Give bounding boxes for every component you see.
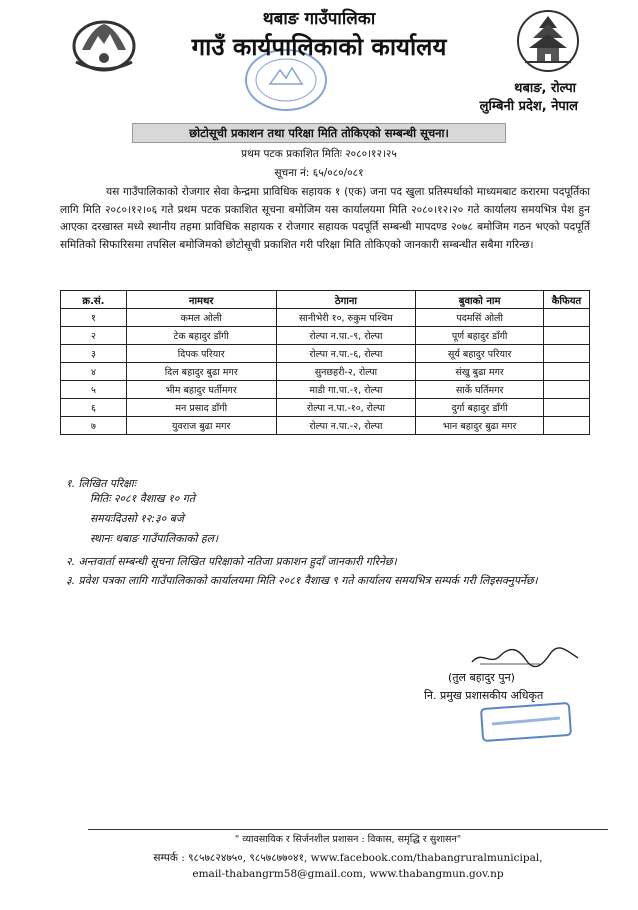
cell-name: मन प्रसाद डाँगी <box>126 399 276 417</box>
cell-address: माडी गा.पा.-१, रोल्पा <box>276 381 416 399</box>
address-province: लुम्बिनी प्रदेश, नेपाल <box>479 99 578 114</box>
cell-serial: ६ <box>61 399 127 417</box>
footer-slogan: " व्यावसायिक र सिर्जनशील प्रशासन : विकास, समृद्धि र सुशासन" <box>234 834 462 845</box>
table-row <box>61 309 590 327</box>
first-publication-date: प्रथम पटक प्रकाशित मितिः २०८०।१२।२५ <box>241 148 397 160</box>
org-name-line1: थबाङ गाउँपालिका <box>262 9 376 29</box>
cell-name: दिपक परियार <box>126 345 276 363</box>
cell-serial: ५ <box>61 381 127 399</box>
cell-remarks <box>544 417 590 435</box>
cell-address: रोल्पा न.पा.-६, रोल्पा <box>276 345 416 363</box>
signer-title: नि. प्रमुख प्रशासकीय अधिकृत <box>424 689 544 702</box>
notice-body: यस गाउँपालिकाको रोजगार सेवा केन्द्रमा प्राविधिक सहायक १ (एक) जना पद खुला प्रतिस्पर्धाको माध्यमबाट करारमा पदपूर्तिका लागि मिति २०८०।१२।०६ गते प्रथम पटक प्रकाशित सूचना बमोजिम यस कार्यालयमा मिति २०८०।१२।२० गते कार्यालय समयभित्र पेश हुन आएका दरखास्त मध्ये स्थानीय तहमा प्राविधिक सहायक र रोजगार सहायक पदपूर्ति सम्बन्धी मापदण्ड २०७८ बमोजिम गठन भएको पदपूर्ति समितिको सिफारिसमा तपसिल बमोजिमको छोटोसूची प्रकाशित गरी परिक्षा मिति तोकिएको जानकारी सम्बन्धीत सबैमा गरिन्छ। <box>60 186 590 251</box>
cell-remarks <box>544 345 590 363</box>
table-row <box>61 417 590 435</box>
handwritten-signature <box>470 644 580 670</box>
org-name-line2: गाउँ कार्यपालिकाको कार्यालय <box>191 33 447 61</box>
cell-father-name: दुर्गा बहादुर डाँगी <box>416 399 544 417</box>
cell-remarks <box>544 309 590 327</box>
exam-date: मितिः २०८१ वैशाख १० गते <box>90 492 196 505</box>
footer-divider <box>88 829 608 830</box>
cell-name: कमल ओली <box>126 309 276 327</box>
cell-remarks <box>544 399 590 417</box>
candidate-table <box>60 290 590 435</box>
official-seal-icon <box>478 702 574 742</box>
cell-serial: १ <box>61 309 127 327</box>
table-row <box>61 363 590 381</box>
cell-address: रोल्पा न.पा.-२, रोल्पा <box>276 417 416 435</box>
table-row <box>61 399 590 417</box>
header-remarks: कैफियत <box>544 291 590 309</box>
header-serial: क्र.सं. <box>61 291 127 309</box>
cell-serial: २ <box>61 327 127 345</box>
cell-father-name: सूर्य बहादुर परियार <box>416 345 544 363</box>
interview-note: २. अन्तवार्ता सम्बन्धी सूचना लिखित परिक्षाको नतिजा प्रकाशन हुदाँ जानकारी गरिनेछ। <box>66 555 397 568</box>
header-father-name: बुवाको नाम <box>416 291 544 309</box>
cell-remarks <box>544 381 590 399</box>
table-row <box>61 345 590 363</box>
cell-remarks <box>544 363 590 381</box>
exam-venue: स्थानः थबाङ गाउँपालिकाको हल। <box>90 532 219 545</box>
notice-title: छोटोसूची प्रकाशन तथा परिक्षा मिति तोकिएको सम्बन्धी सूचना। <box>132 123 506 143</box>
cell-address: रोल्पा न.पा.-१०, रोल्पा <box>276 399 416 417</box>
address-district: थबाङ, रोल्पा <box>514 81 576 96</box>
footer-email: email-thabangrm58@gmail.com, www.thabangmun.gov.np <box>192 868 504 880</box>
cell-address: रोल्पा न.पा.-९, रोल्पा <box>276 327 416 345</box>
footer-contact: सम्पर्क : ९८५७८२४७५०, ९८५७८७७०४१, www.facebook.com/thabangruralmunicipal, <box>153 852 543 864</box>
cell-father-name: सार्के घर्तिमगर <box>416 381 544 399</box>
cell-father-name: भान बहादुर बुढा मगर <box>416 417 544 435</box>
cell-father-name: पदमसिं ओली <box>416 309 544 327</box>
cell-father-name: पूर्ण बहादुर डाँगी <box>416 327 544 345</box>
cell-serial: ७ <box>61 417 127 435</box>
admit-card-note: ३. प्रवेश पत्रका लागि गाउँपालिकाको कार्यालयमा मिति २०८१ वैशाख ९ गते कार्यालय समयभित्र सम्पर्क गरी लिइसक्नुपर्नेछ। <box>66 574 538 587</box>
table-row <box>61 381 590 399</box>
signer-name: (तुल बहादुर पुन) <box>448 671 515 684</box>
exam-time: समयःदिउसो १२:३० बजे <box>90 512 184 525</box>
cell-name: युवराज बुढा मगर <box>126 417 276 435</box>
cell-name: टेक बहादुर डाँगी <box>126 327 276 345</box>
written-exam-heading: १. लिखित परिक्षाः <box>66 477 136 490</box>
cell-name: दिल बहादुर बुढा मगर <box>126 363 276 381</box>
cell-name: भीम बहादुर घर्तीमगर <box>126 381 276 399</box>
cell-remarks <box>544 327 590 345</box>
cell-father-name: संखु बुढा मगर <box>416 363 544 381</box>
header-name: नामथर <box>126 291 276 309</box>
table-row <box>61 327 590 345</box>
cell-serial: ४ <box>61 363 127 381</box>
header-address: ठेगाना <box>276 291 416 309</box>
notice-number: सूचना नं: ६५/०८०/०८१ <box>274 167 364 179</box>
cell-address: सानीभेरी १०, रुकुम पश्चिम <box>276 309 416 327</box>
cell-address: सुनछहरी-२, रोल्पा <box>276 363 416 381</box>
cell-serial: ३ <box>61 345 127 363</box>
table-header-row <box>61 291 590 309</box>
